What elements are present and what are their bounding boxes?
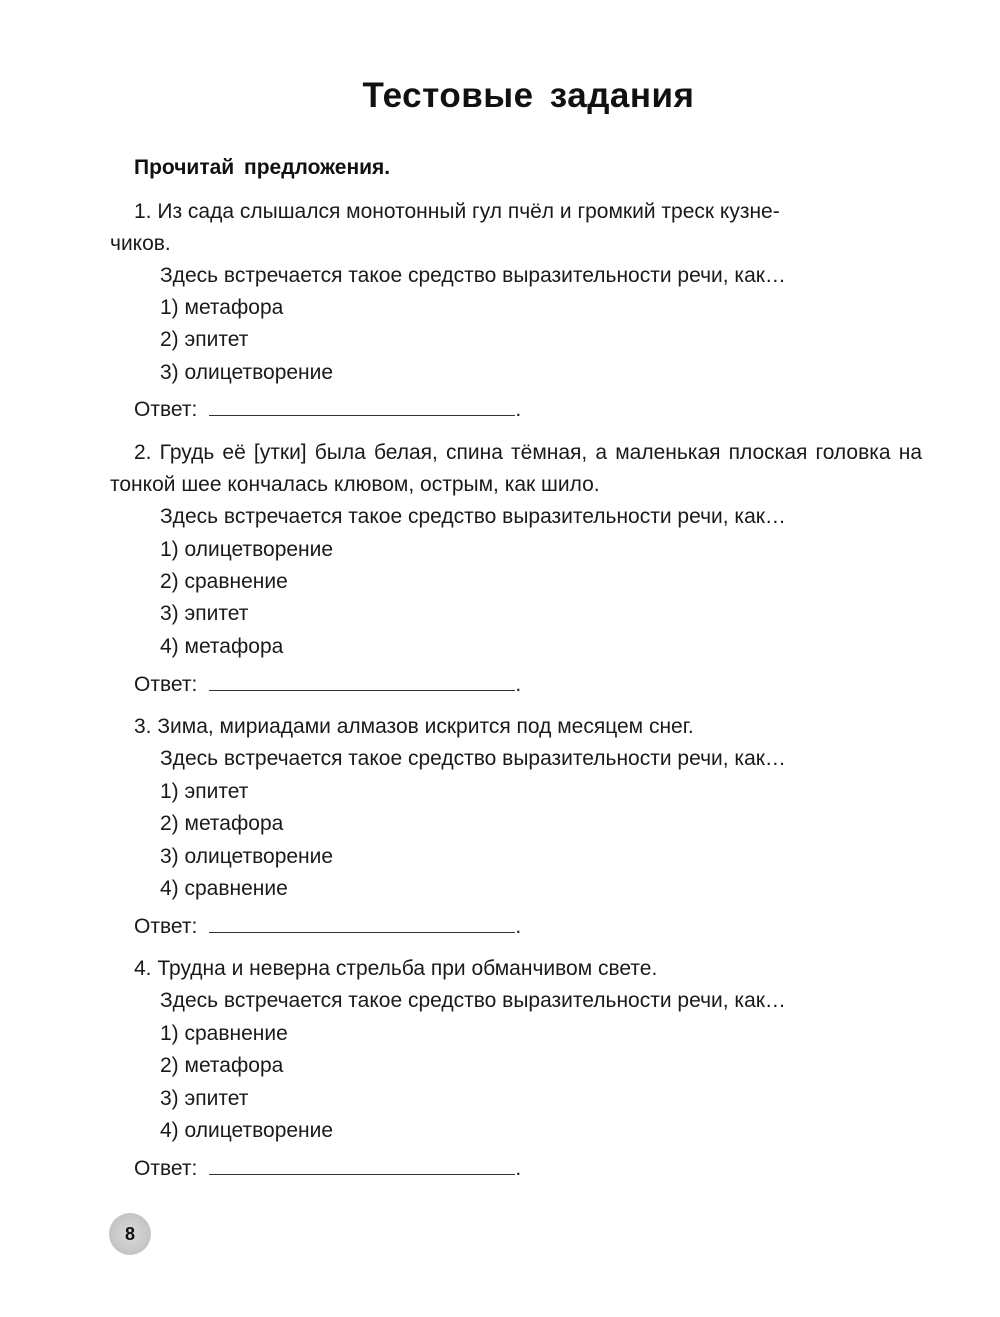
- question-3-answer: Ответ: .: [134, 915, 522, 938]
- question-1-answer: Ответ: .: [134, 398, 522, 421]
- question-3-option-2: 2) метафора: [160, 812, 284, 835]
- question-4-option-3: 3) эпитет: [160, 1087, 249, 1110]
- question-4-answer: Ответ: .: [134, 1157, 522, 1180]
- question-3-option-4: 4) сравнение: [160, 877, 288, 900]
- question-1-option-3: 3) олицетворение: [160, 361, 334, 384]
- page-number-badge: 8: [109, 1213, 151, 1255]
- answer-label: Ответ:: [134, 398, 198, 421]
- question-3-option-1: 1) эпитет: [160, 780, 249, 803]
- question-4-option-4: 4) олицетворение: [160, 1119, 334, 1142]
- answer-field[interactable]: [209, 397, 515, 416]
- question-4-sentence: 4. Трудна и неверна стрельба при обманчивом свете.: [134, 957, 658, 980]
- question-4-prompt: Здесь встречается такое средство выразительности речи, как…: [160, 989, 786, 1012]
- question-1-option-2: 2) эпитет: [160, 328, 249, 351]
- question-2-answer: Ответ: .: [134, 673, 522, 696]
- question-4-option-2: 2) метафора: [160, 1054, 284, 1077]
- answer-field[interactable]: [209, 914, 515, 933]
- answer-field[interactable]: [209, 672, 515, 691]
- answer-label: Ответ:: [134, 1157, 198, 1180]
- question-3-sentence: 3. Зима, мириадами алмазов искрится под месяцем снег.: [134, 715, 694, 738]
- question-1-prompt: Здесь встречается такое средство выразительности речи, как…: [160, 264, 786, 287]
- question-2-option-4: 4) метафора: [160, 635, 284, 658]
- question-1-sentence: 1. Из сада слышался монотонный гул пчёл и громкий треск кузне- чиков.: [110, 200, 780, 255]
- question-4-option-1: 1) сравнение: [160, 1022, 288, 1045]
- answer-label: Ответ:: [134, 673, 198, 696]
- answer-field[interactable]: [209, 1156, 515, 1175]
- question-2-sentence: 2. Грудь её [утки] была белая, спина тёмная, а маленькая плоская головка на тонкой шее кончалась клювом, острым, как шило.: [110, 441, 922, 496]
- question-1-option-1: 1) метафора: [160, 296, 284, 319]
- answer-label: Ответ:: [134, 915, 198, 938]
- question-2-option-1: 1) олицетворение: [160, 538, 334, 561]
- question-3-option-3: 3) олицетворение: [160, 845, 334, 868]
- question-2-prompt: Здесь встречается такое средство выразительности речи, как…: [160, 505, 786, 528]
- page-title: Тестовые задания: [362, 76, 695, 115]
- question-2-option-3: 3) эпитет: [160, 602, 249, 625]
- instruction-text: Прочитай предложения.: [134, 156, 391, 179]
- question-2-option-2: 2) сравнение: [160, 570, 288, 593]
- question-3-prompt: Здесь встречается такое средство выразительности речи, как…: [160, 747, 786, 770]
